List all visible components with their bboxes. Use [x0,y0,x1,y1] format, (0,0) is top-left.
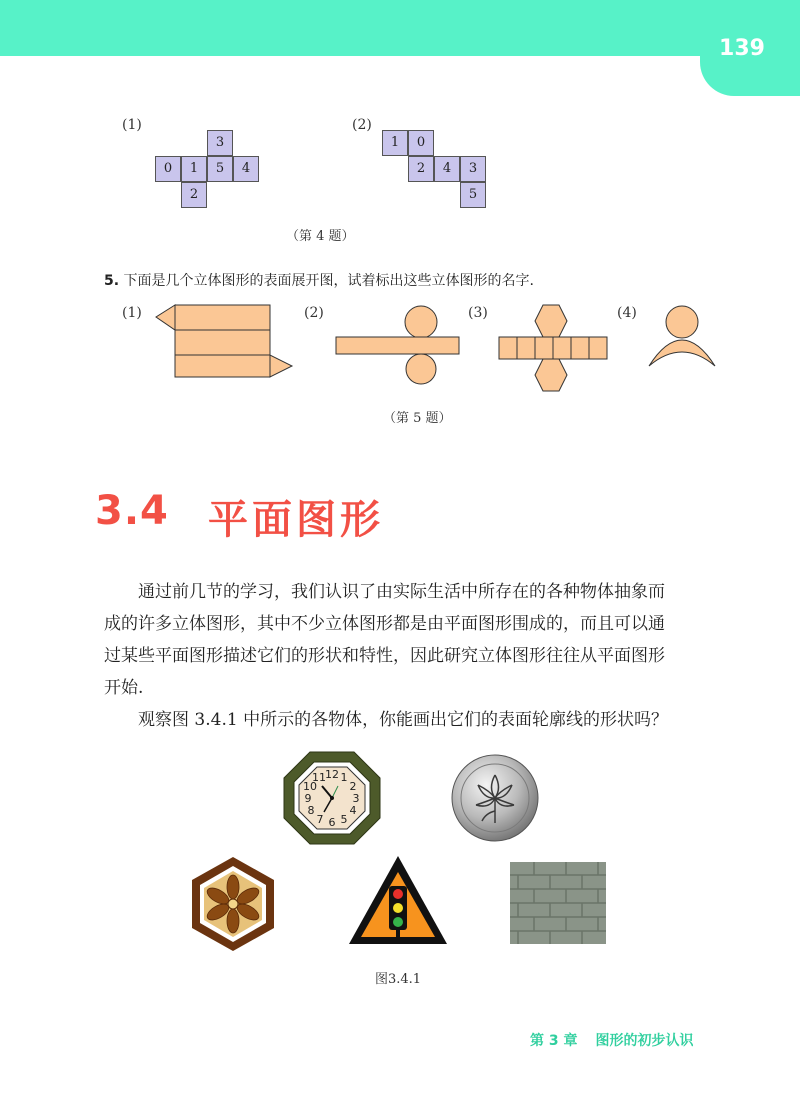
net-cell: 2 [181,182,207,208]
octagon-clock-icon [282,750,382,846]
q5-label-3: (3) [468,305,488,321]
q5-label-2: (2) [304,305,324,321]
q4-label-1: (1) [122,117,142,133]
q5-question [104,270,534,290]
clock-numeral: 1 [340,771,348,784]
clock-numeral: 12 [325,768,339,781]
net-cell: 1 [181,156,207,182]
page-number: 139 [719,36,765,61]
clock-numeral: 8 [307,804,315,817]
net-cell: 5 [207,156,233,182]
net-cell: 0 [155,156,181,182]
clock-numeral: 7 [316,813,324,826]
q4-label-2: (2) [352,117,372,133]
chapter-footer [530,1030,712,1050]
paragraph-line: 过某些平面图形描述它们的形状和特性，因此研究立体图形往往从平面图形 [104,646,665,666]
clock-numeral: 2 [349,780,357,793]
figure-caption: 图3.4.1 [375,972,422,987]
coin-icon [450,753,540,843]
net-cell: 4 [233,156,259,182]
clock-numeral: 10 [303,780,317,793]
triangular-prism-net-icon [150,300,300,385]
clock-numeral: 4 [349,804,357,817]
traffic-sign-icon [345,852,451,948]
footer-title: 图形的初步认识 [595,1033,694,1049]
paragraph-line: 开始. [104,678,144,698]
clock-numeral: 11 [312,771,326,784]
clock-numeral: 3 [352,792,360,805]
net-cell: 4 [434,156,460,182]
hexagon-tile-icon [190,855,276,953]
net-cell: 5 [460,182,486,208]
q5-caption: （第 5 题） [383,411,452,426]
brick-wall-icon [510,862,606,944]
clock-numeral: 5 [340,813,348,826]
net-cell: 2 [408,156,434,182]
q5-text: 下面是几个立体图形的表面展开图，试着标出这些立体图形的名字. [123,273,534,289]
q5-number: 5. [104,273,120,289]
net-cell: 1 [382,130,408,156]
section-number: 3.4 [95,488,169,534]
hexagonal-prism-net-icon [495,300,610,395]
top-bar [0,0,800,56]
clock-numeral: 6 [328,816,336,829]
paragraph-2: 观察图 3.4.1 中所示的各物体，你能画出它们的表面轮廓线的形状吗？ [138,710,669,730]
q5-label-4: (4) [617,305,637,321]
paragraph-line: 成的许多立体图形，其中不少立体图形都是由平面图形围成的，而且可以通 [104,614,665,634]
cylinder-net-icon [330,305,470,385]
paragraph-1 [104,576,704,608]
paragraph-1-cont [104,608,704,704]
net-cell: 3 [207,130,233,156]
net-cell: 3 [460,156,486,182]
footer-chapter: 第 3 章 [530,1033,578,1049]
q5-label-1: (1) [122,305,142,321]
cone-net-icon [645,300,720,375]
net-cell: 0 [408,130,434,156]
clock-numeral: 9 [304,792,312,805]
q4-caption: （第 4 题） [286,229,355,244]
section-title: 平面图形 [208,497,384,543]
paragraph-line: 通过前几节的学习，我们认识了由实际生活中所存在的各种物体抽象而 [138,582,665,602]
